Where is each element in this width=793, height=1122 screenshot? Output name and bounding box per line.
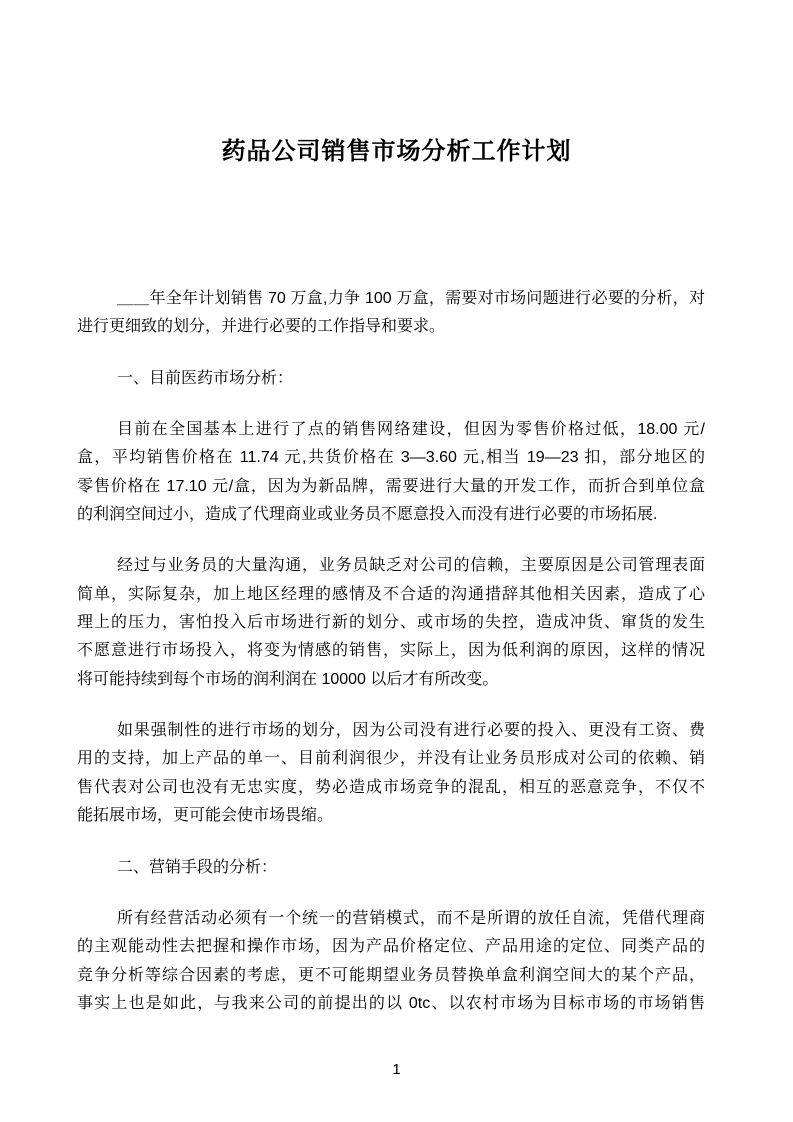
- text-line: 能拓展市场，更可能会使市场畏缩。: [77, 807, 334, 825]
- text-line: 零售价格在 17.10 元/盒，因为为新品牌，需要进行大量的开发工作，而折合到单位盒: [77, 477, 705, 495]
- text-line: 目前在全国基本上进行了点的销售网络建设，但因为零售价格过低，18.00 元/: [117, 421, 705, 439]
- text-line: 一、目前医药市场分析：: [117, 369, 294, 387]
- text-line: 二、营销手段的分析：: [117, 858, 278, 876]
- text-line: 将可能持续到每个市场的润利润在 10000 以后才有所改变。: [77, 670, 499, 688]
- section-heading: [77, 854, 705, 882]
- text-line: 理上的压力，害怕投入后市场进行新的划分、或市场的失控，造成冲货、窜货的发生: [77, 614, 705, 632]
- text-line: 售代表对公司也没有无忠实度，势必造成市场竞争的混乱，相互的恶意竞争，不仅不: [77, 778, 705, 796]
- text-line: 事实上也是如此，与我来公司的前提出的以 0tc、以农村市场为目标市场的市场销售: [77, 994, 705, 1012]
- text-line: 经过与业务员的大量沟通，业务员缺乏对公司的信赖，主要原因是公司管理表面: [117, 557, 705, 575]
- paragraph: [77, 552, 705, 694]
- text-line: 用的支持，加上产品的单一、目前利润很少，并没有让业务员形成对公司的依赖、销: [77, 750, 705, 768]
- paragraph: [77, 285, 705, 342]
- page-number: 1: [392, 1061, 401, 1078]
- paragraph: [77, 905, 705, 1018]
- text-line: 的主观能动性去把握和操作市场，因为产品价格定位、产品用途的定位、同类产品的: [77, 938, 705, 956]
- text-line: 盒，平均销售价格在 11.74 元,共货价格在 3—3.60 元,相当 19—23 扣，部分地区的: [77, 449, 705, 467]
- page-title: 药品公司销售市场分析工作计划: [221, 138, 572, 165]
- paragraph: [77, 416, 705, 529]
- text-line: 如果强制性的进行市场的划分，因为公司没有进行必要的投入、更没有工资、费: [117, 722, 705, 740]
- paragraph: [77, 717, 705, 830]
- text-line: 的利润空间过小，造成了代理商业或业务员不愿意投入而没有进行必要的市场拓展.: [77, 506, 658, 524]
- section-heading: [77, 365, 705, 393]
- document-body: [77, 285, 705, 1018]
- text-line: 简单，实际复杂，加上地区经理的感情及不合适的沟通措辞其他相关因素，造成了心: [77, 585, 705, 603]
- text-line: 不愿意进行市场投入，将变为情感的销售，实际上，因为低利润的原因，这样的情况: [77, 642, 705, 660]
- text-line: 进行更细致的划分，并进行必要的工作指导和要求。: [77, 318, 446, 336]
- text-line: ＿＿年全年计划销售 70 万盒,力争 100 万盒，需要对市场问题进行必要的分析，对: [117, 290, 705, 307]
- page-footer: [0, 1060, 793, 1080]
- text-line: 所有经营活动必须有一个统一的营销模式，而不是所谓的放任自流，凭借代理商: [117, 909, 705, 927]
- text-line: 竞争分析等综合因素的考虑，更不可能期望业务员替换单盒利润空间大的某个产品，: [77, 966, 705, 984]
